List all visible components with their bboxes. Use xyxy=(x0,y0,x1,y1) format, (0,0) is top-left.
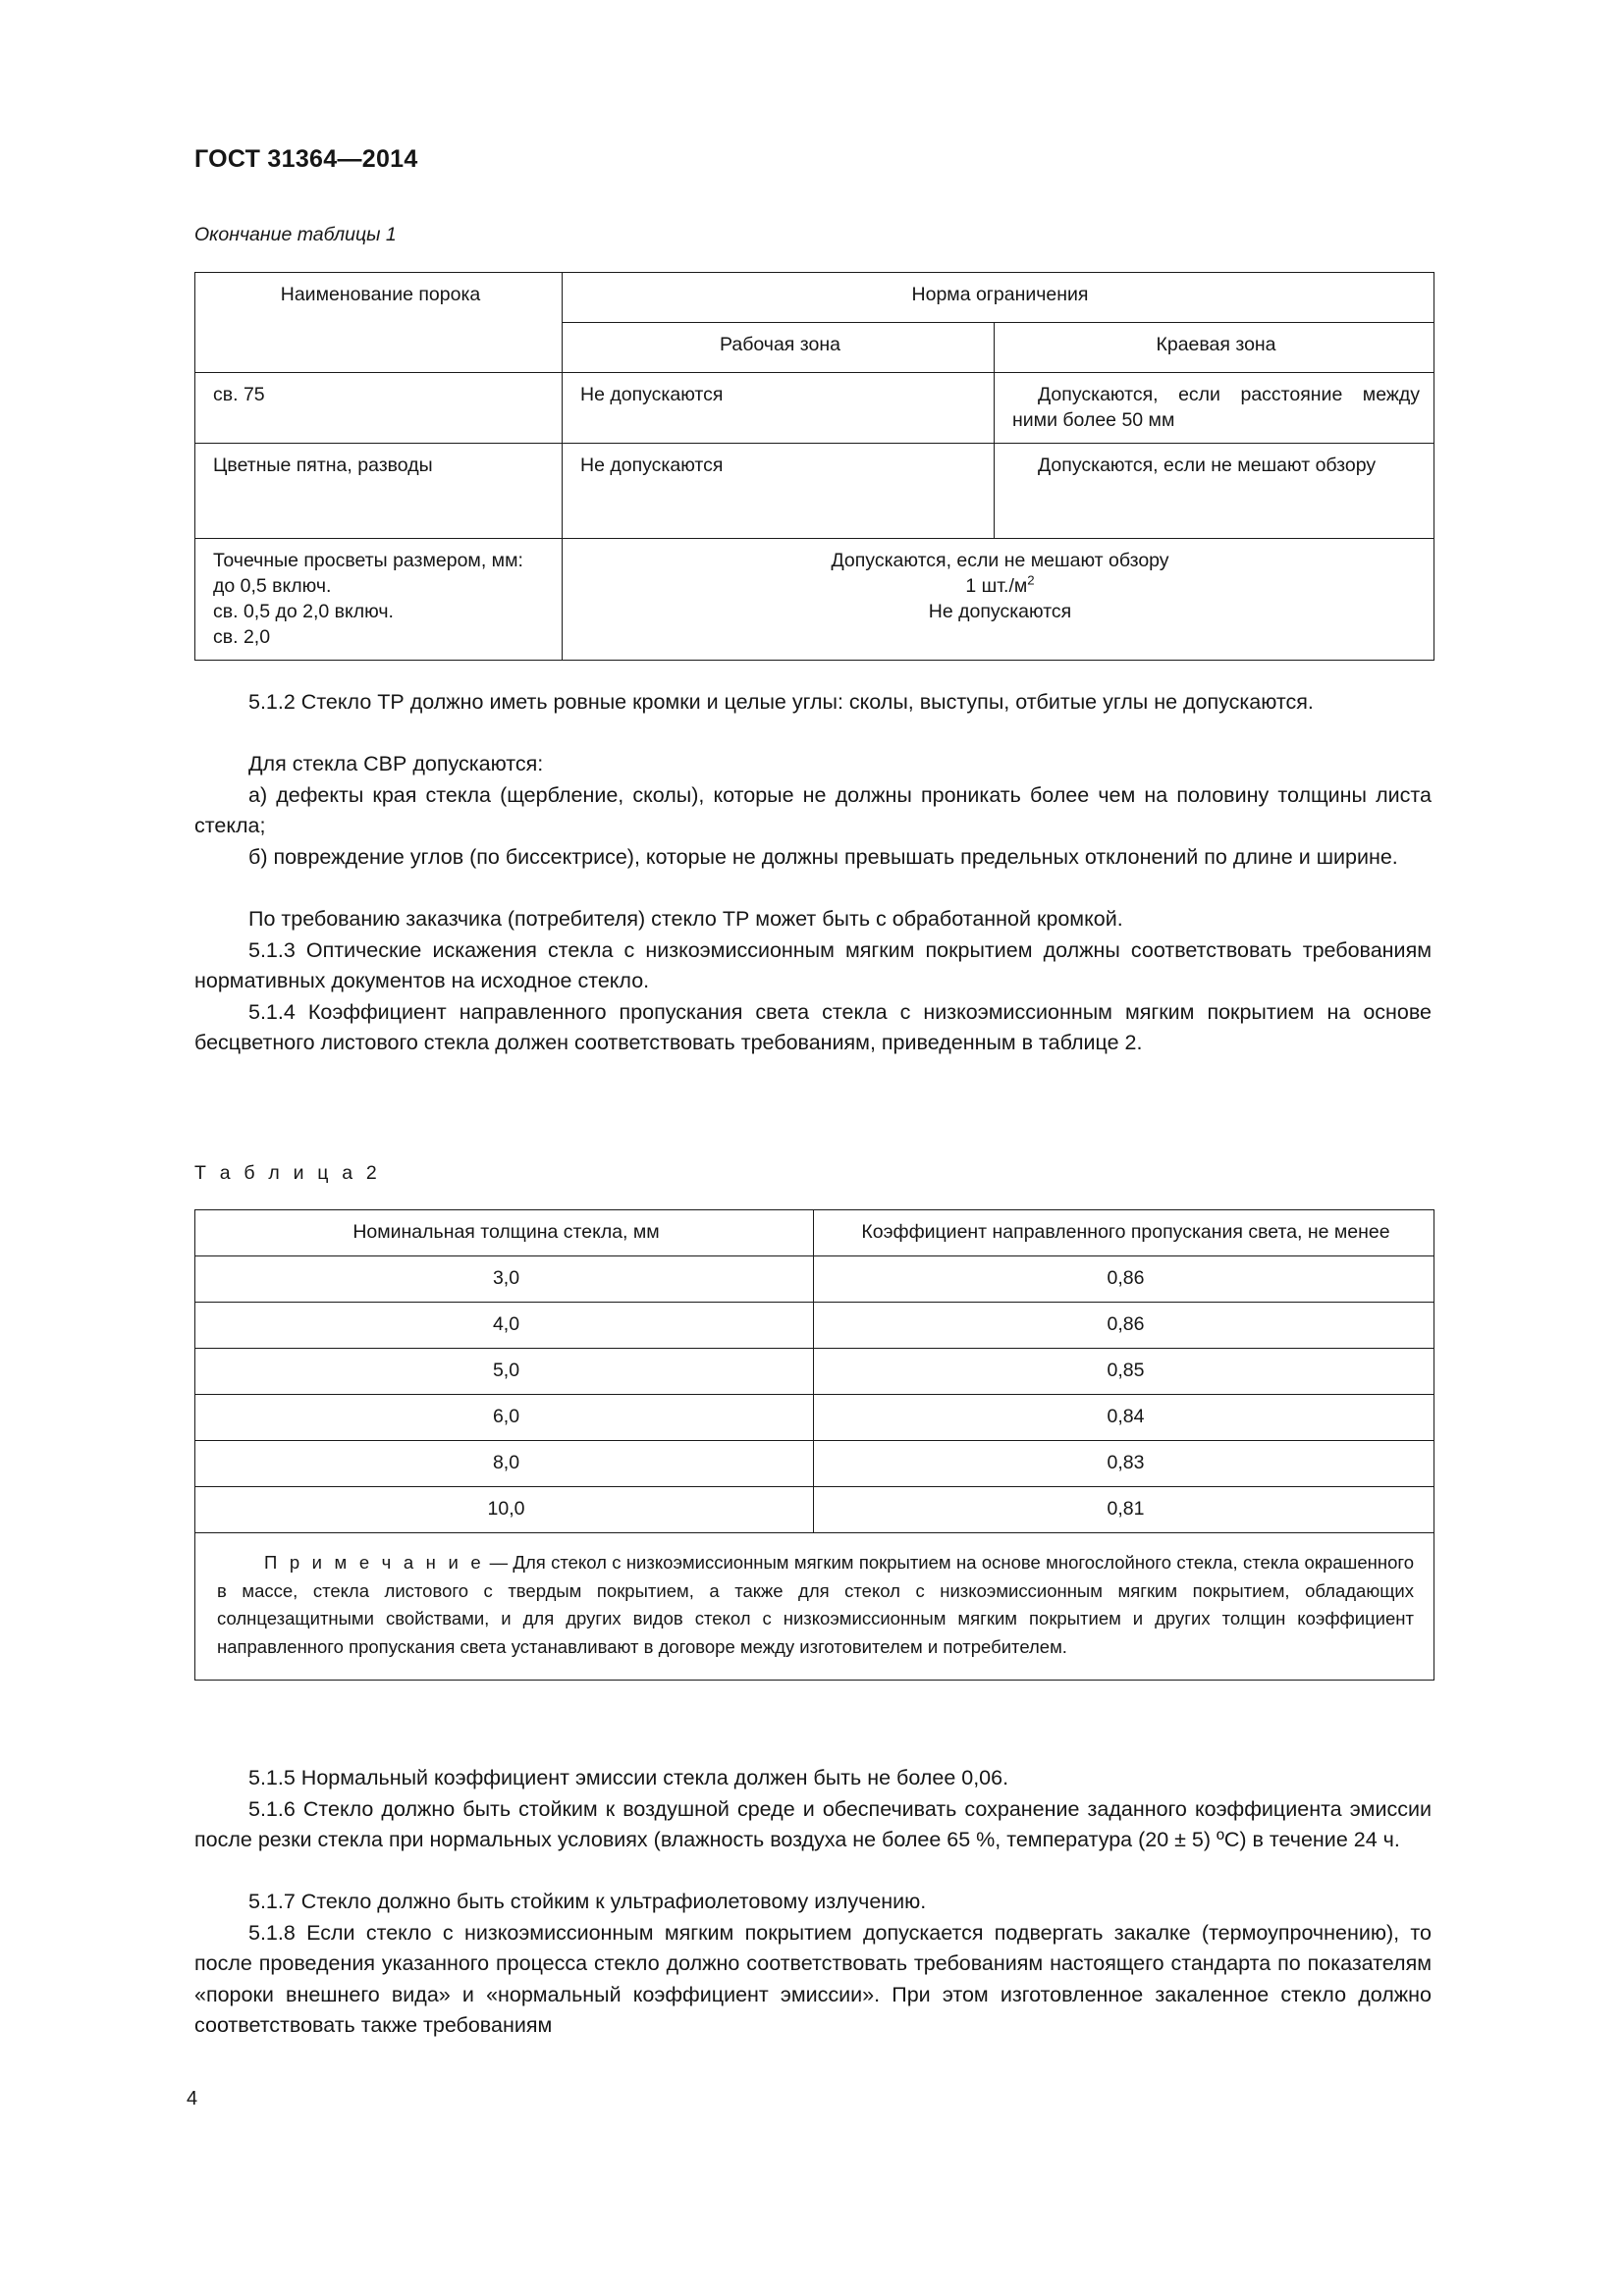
table-2-header-coefficient xyxy=(814,1210,1434,1256)
table-2-coefficient-value: 0,86 xyxy=(1107,1266,1145,1289)
table1-caption: Окончание таблицы 1 xyxy=(194,224,397,245)
paragraph-5-1-6: 5.1.6 Стекло должно быть стойким к воздушной среде и обеспечивать сохранение заданного коэффициента эмиссии после резки стекла при нормальных условиях (влажность воздуха не более 65 %, температура (20 ± 5) ºC) в течение 24 ч. xyxy=(194,1797,1432,1852)
table-2-cell-coefficient xyxy=(814,1302,1434,1348)
table-1 xyxy=(194,272,1434,661)
table-1-cell-defect-multiline xyxy=(195,539,563,661)
table-2-header-row xyxy=(195,1210,1434,1256)
table-2-cell-thickness xyxy=(195,1302,814,1348)
paragraph-5-1-3: 5.1.3 Оптические искажения стекла с низкоэмиссионным мягким покрытием должны соответствовать требованиям нормативных документов на исходное стекло. xyxy=(194,938,1432,993)
table-1-header-row-1 xyxy=(195,273,1434,323)
table-1-header-defect-label: Наименование порока xyxy=(280,284,481,305)
table-2 xyxy=(194,1209,1434,1681)
page-number: 4 xyxy=(187,2088,198,2109)
table-1-header-defect xyxy=(195,273,563,373)
table-2-cell-thickness xyxy=(195,1440,814,1486)
paragraph-5-1-4: 5.1.4 Коэффициент направленного пропускания света стекла с низкоэмиссионным мягким покрытием на основе бесцветного листового стекла должен соответствовать требованиям, приведенным в таблице 2. xyxy=(194,1000,1432,1055)
table-row xyxy=(195,1486,1434,1532)
table-1-working-zone-value: Не допускаются xyxy=(580,384,724,405)
table-1-cell-defect xyxy=(195,373,563,444)
table-1-defect-value: св. 75 xyxy=(213,384,265,405)
table-row xyxy=(195,1255,1434,1302)
table-2-thickness-value: 10,0 xyxy=(487,1497,525,1520)
table-2-coefficient-value: 0,81 xyxy=(1107,1497,1145,1520)
table-2-header-thickness-label: Номинальная толщина стекла, мм xyxy=(352,1221,660,1243)
table-1-norm-line-1: Допускаются, если не мешают обзору xyxy=(831,550,1169,572)
table-2-note-body: Для стекол с низкоэмиссионным мягким покрытием на основе многослойного стекла, стекла окрашенного в массе, стекла листового с твердым покрытием, а также для стекол с низкоэмиссионным мягким покрытием, обладающих солнцезащитными свойствами, и для других видов стекол с низкоэмиссионным мягким покрытием и других толщин коэффициент направленного пропускания света устанавливают в договоре между изготовителем и потребителем. xyxy=(217,1551,1415,1658)
table-1-edge-zone-value: Допускаются, если расстояние между ними более 50 мм xyxy=(1012,384,1421,431)
table-2-cell-thickness xyxy=(195,1394,814,1440)
table-row xyxy=(195,444,1434,539)
table-2-note-text xyxy=(217,1549,1414,1662)
table-1-defect-multiline xyxy=(195,539,562,660)
paragraph-5-1-2: 5.1.2 Стекло ТР должно иметь ровные кромки и целые углы: сколы, выступы, отбитые углы не допускаются. xyxy=(248,690,1314,714)
table-1-header-working-zone xyxy=(563,323,995,373)
table-1-cell-working-zone xyxy=(563,373,995,444)
paragraph-order: По требованию заказчика (потребителя) стекло ТР может быть с обработанной кромкой. xyxy=(248,907,1123,931)
table-row xyxy=(195,1348,1434,1394)
table-row xyxy=(195,373,1434,444)
table-2-thickness-value: 6,0 xyxy=(492,1405,520,1427)
paragraph-svr-intro: Для стекла СВР допускаются: xyxy=(248,752,544,775)
table-1-defect-line-3: св. 0,5 до 2,0 включ. xyxy=(213,600,394,622)
table-1-defect-value: Цветные пятна, разводы xyxy=(213,454,433,477)
table-1-norm-line-3: Не допускаются xyxy=(928,600,1072,622)
table-2-header-coefficient-label: Коэффициент направленного пропускания света, не менее xyxy=(861,1221,1390,1243)
table-1-norm-line-2 xyxy=(580,574,1420,600)
table2-caption: Т а б л и ц а 2 xyxy=(194,1162,381,1184)
table-1-cell-edge-zone xyxy=(995,444,1434,539)
table-2-cell-thickness xyxy=(195,1486,814,1532)
table-2-thickness-value: 4,0 xyxy=(492,1312,520,1335)
table-1-header-norm-label: Норма ограничения xyxy=(911,284,1089,305)
table-2-cell-coefficient xyxy=(814,1394,1434,1440)
table-row xyxy=(195,1440,1434,1486)
table-1-norm-merged-value xyxy=(563,539,1434,634)
table-1-header-norm-group xyxy=(563,273,1434,323)
table-2-cell-thickness xyxy=(195,1348,814,1394)
table-2-coefficient-value: 0,85 xyxy=(1107,1359,1145,1381)
table-2-note-label: П р и м е ч а н и е xyxy=(264,1551,485,1573)
table-row xyxy=(195,539,1434,661)
table-2-thickness-value: 8,0 xyxy=(492,1451,520,1473)
table-2-header-thickness xyxy=(195,1210,814,1256)
table-1-working-zone-value: Не допускаются xyxy=(580,454,724,477)
table-2-cell-coefficient xyxy=(814,1348,1434,1394)
table-2-note-dash: — xyxy=(484,1551,514,1573)
table-1-cell-edge-zone xyxy=(995,373,1434,444)
table-1-header-edge-zone xyxy=(995,323,1434,373)
table-1-header-edge-zone-label: Краевая зона xyxy=(1156,334,1276,355)
table-2-cell-thickness xyxy=(195,1255,814,1302)
table-2-coefficient-value: 0,83 xyxy=(1107,1451,1145,1473)
table-2-coefficient-value: 0,86 xyxy=(1107,1312,1145,1335)
paragraph-item-b: б) повреждение углов (по биссектрисе), которые не должны превышать предельных отклонений по длине и ширине. xyxy=(248,845,1398,869)
table-1-cell-defect xyxy=(195,444,563,539)
paragraph-item-a: а) дефекты края стекла (щербление, сколы), которые не должны проникать более чем на половину толщины листа стекла; xyxy=(194,783,1432,838)
table-2-note-row xyxy=(195,1532,1434,1680)
paragraph-5-1-7: 5.1.7 Стекло должно быть стойким к ультрафиолетовому излучению. xyxy=(248,1890,927,1913)
table-1-norm-line-2-text: 1 шт./м xyxy=(965,575,1028,598)
table-2-thickness-value: 5,0 xyxy=(492,1359,520,1381)
table-1-cell-norm-merged xyxy=(563,539,1434,661)
running-head: ГОСТ 31364—2014 xyxy=(194,145,418,173)
table-1-defect-line-4: св. 2,0 xyxy=(213,625,271,648)
table-1-defect-line-2: до 0,5 включ. xyxy=(213,575,332,598)
paragraph-5-1-8: 5.1.8 Если стекло с низкоэмиссионным мягким покрытием допускается подвергать закалке (термоупрочнению), то после проведения указанного процесса стекло должно соответствовать требованиям настоящего стандарта по показателям «пороки внешнего вида» и «нормальный коэффициент эмиссии». При этом изготовленное закаленное стекло должно соответствовать также требованиям xyxy=(194,1921,1432,2038)
table-1-cell-working-zone xyxy=(563,444,995,539)
table-1-header-working-zone-label: Рабочая зона xyxy=(720,334,840,355)
table-1-norm-line-2-exponent: 2 xyxy=(1027,572,1035,588)
table-row xyxy=(195,1394,1434,1440)
table-2-cell-coefficient xyxy=(814,1440,1434,1486)
table-1-edge-zone-value: Допускаются, если не мешают обзору xyxy=(1038,454,1377,477)
table-2-thickness-value: 3,0 xyxy=(492,1266,520,1289)
table-2-cell-coefficient xyxy=(814,1486,1434,1532)
table-row xyxy=(195,1302,1434,1348)
table-1-defect-line-1: Точечные просветы размером, мм: xyxy=(213,550,523,572)
paragraph-5-1-5: 5.1.5 Нормальный коэффициент эмиссии стекла должен быть не более 0,06. xyxy=(248,1766,1009,1789)
table-2-cell-coefficient xyxy=(814,1255,1434,1302)
table-2-note-cell xyxy=(195,1532,1434,1680)
table-2-coefficient-value: 0,84 xyxy=(1107,1405,1145,1427)
